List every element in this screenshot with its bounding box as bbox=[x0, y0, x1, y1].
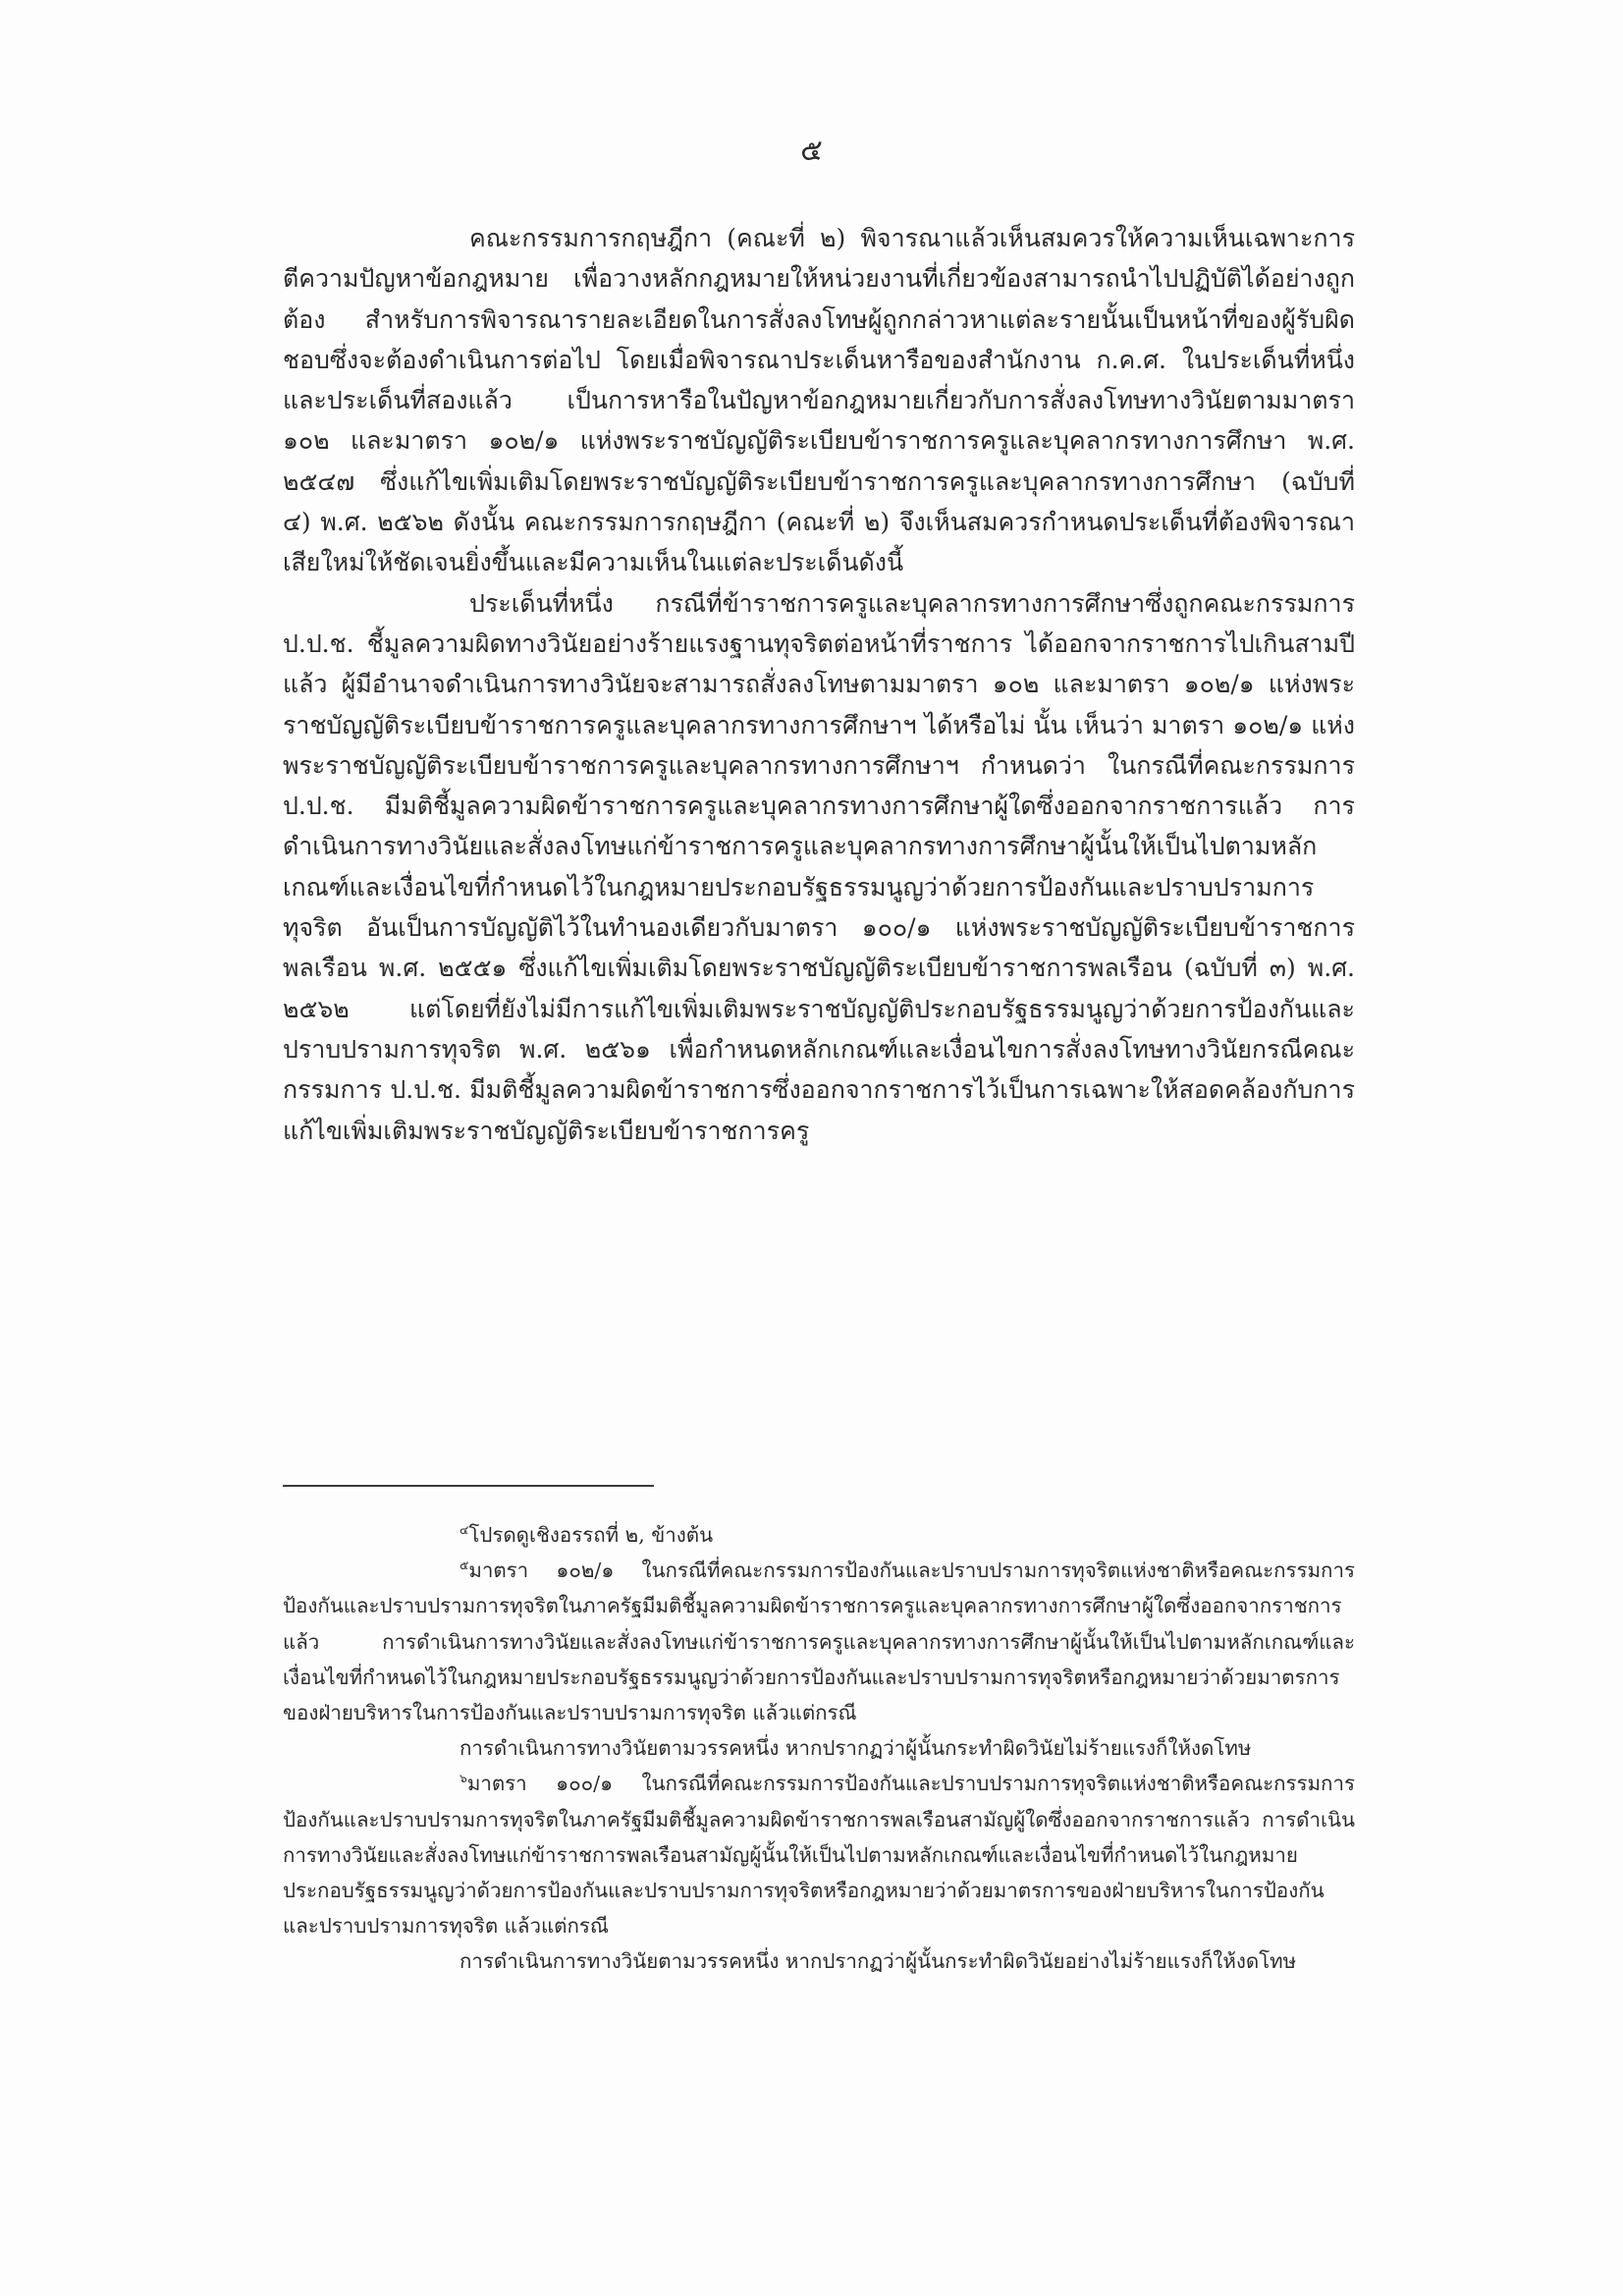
footnote-5 bbox=[283, 1553, 1355, 1730]
footnote-5-continuation: การดำเนินการทางวินัยตามวรรคหนึ่ง หากปรากฏว่าผู้นั้นกระทำผิดวินัยไม่ร้ายแรงก็ให้งดโทษ bbox=[460, 1736, 1252, 1761]
body-text bbox=[283, 218, 1355, 1151]
footnote-separator bbox=[283, 1485, 654, 1487]
paragraph-2: ประเด็นที่หนึ่ง กรณีที่ข้าราชการครูและบุคลากรทางการศึกษาซึ่งถูกคณะกรรมการ ป.ป.ช. ชี้มูลความผิดทางวินัยอย่างร้ายแรงฐานทุจริตต่อหน้าที่ราชการ ได้ออกจากราชการไปเกินสามปีแล้ว ผู้มีอำนาจดำเนินการทางวินัยจะสามารถสั่งลงโทษตามมาตรา ๑๐๒ และมาตรา ๑๐๒/๑ แห่งพระราชบัญญัติระเบียบข้าราชการครูและบุคลากรทางการศึกษาฯ ได้หรือไม่ นั้น เห็นว่า มาตรา ๑๐๒/๑ แห่งพระราชบัญญัติระเบียบข้าราชการครูและบุคลากรทางการศึกษาฯ กำหนดว่า ในกรณีที่คณะกรรมการ ป.ป.ช. มีมติชี้มูลความผิดข้าราชการครูและบุคลากรทางการศึกษาผู้ใดซึ่งออกจากราชการแล้ว การดำเนินการทางวินัยและสั่งลงโทษแก่ข้าราชการครูและบุคลากรทางการศึกษาผู้นั้นให้เป็นไปตามหลักเกณฑ์และเงื่อนไขที่กำหนดไว้ในกฎหมายประกอบรัฐธรรมนูญว่าด้วยการป้องกันและปราบปรามการทุจริต อันเป็นการบัญญัติไว้ในทำนองเดียวกับมาตรา ๑๐๐/๑ แห่งพระราชบัญญัติระเบียบข้าราชการพลเรือน พ.ศ. ๒๕๕๑ ซึ่งแก้ไขเพิ่มเติมโดยพระราชบัญญัติระเบียบข้าราชการพลเรือน (ฉบับที่ ๓) พ.ศ. ๒๕๖๒ แต่โดยที่ยังไม่มีการแก้ไขเพิ่มเติมพระราชบัญญัติประกอบรัฐธรรมนูญว่าด้วยการป้องกันและปราบปรามการทุจริต พ.ศ. ๒๕๖๑ เพื่อกำหนดหลักเกณฑ์และเงื่อนไขการสั่งลงโทษทางวินัยกรณีคณะกรรมการ ป.ป.ช. มีมติชี้มูลความผิดข้าราชการซึ่งออกจากราชการไว้เป็นการเฉพาะให้สอดคล้องกับการแก้ไขเพิ่มเติมพระราชบัญญัติระเบียบข้าราชการครู bbox=[283, 588, 1355, 1145]
footnote-mark-4: ๔ bbox=[460, 1523, 469, 1538]
footnote-mark-5: ๕ bbox=[460, 1558, 469, 1573]
paragraph-1: คณะกรรมการกฤษฎีกา (คณะที่ ๒) พิจารณาแล้วเห็นสมควรให้ความเห็นเฉพาะการตีความปัญหาข้อกฎหมาย เพื่อวางหลักกฎหมายให้หน่วยงานที่เกี่ยวข้องสามารถนำไปปฏิบัติได้อย่างถูกต้อง สำหรับการพิจารณารายละเอียดในการสั่งลงโทษผู้ถูกกล่าวหาแต่ละรายนั้นเป็นหน้าที่ของผู้รับผิดชอบซึ่งจะต้องดำเนินการต่อไป โดยเมื่อพิจารณาประเด็นหารือของสำนักงาน ก.ค.ศ. ในประเด็นที่หนึ่งและประเด็นที่สองแล้ว เป็นการหารือในปัญหาข้อกฎหมายเกี่ยวกับการสั่งลงโทษทางวินัยตามมาตรา ๑๐๒ และมาตรา ๑๐๒/๑ แห่งพระราชบัญญัติระเบียบข้าราชการครูและบุคลากรทางการศึกษา พ.ศ. ๒๕๔๗ ซึ่งแก้ไขเพิ่มเติมโดยพระราชบัญญัติระเบียบข้าราชการครูและบุคลากรทางการศึกษา (ฉบับที่ ๔) พ.ศ. ๒๕๖๒ ดังนั้น คณะกรรมการกฤษฎีกา (คณะที่ ๒) จึงเห็นสมควรกำหนดประเด็นที่ต้องพิจารณาเสียใหม่ให้ชัดเจนยิ่งขึ้นและมีความเห็นในแต่ละประเด็นดังนี้ bbox=[283, 224, 1355, 577]
footnote-4-text: โปรดดูเชิงอรรถที่ ๒, ข้างต้น bbox=[468, 1523, 714, 1547]
footnote-5-text: มาตรา ๑๐๒/๑ ในกรณีที่คณะกรรมการป้องกันและปราบปรามการทุจริตแห่งชาติหรือคณะกรรมการป้องกันและปราบปรามการทุจริตในภาครัฐมีมติชี้มูลความผิดข้าราชการครูและบุคลากรทางการศึกษาผู้ใดซึ่งออกจากราชการแล้ว การดำเนินการทางวินัยและสั่งลงโทษแก่ข้าราชการครูและบุคลากรทางการศึกษาผู้นั้นให้เป็นไปตามหลักเกณฑ์และเงื่อนไขที่กำหนดไว้ในกฎหมายประกอบรัฐธรรมนูญว่าด้วยการป้องกันและปราบปรามการทุจริตหรือกฎหมายว่าด้วยมาตรการของฝ่ายบริหารในการป้องกันและปราบปรามการทุจริต แล้วแต่กรณี bbox=[283, 1558, 1355, 1725]
footnote-4 bbox=[283, 1517, 1355, 1553]
page-number: ๕ bbox=[800, 134, 823, 168]
footnotes bbox=[283, 1517, 1355, 1980]
footnote-6 bbox=[283, 1766, 1355, 1943]
footnote-6-text: มาตรา ๑๐๐/๑ ในกรณีที่คณะกรรมการป้องกันและปราบปรามการทุจริตแห่งชาติหรือคณะกรรมการป้องกันและปราบปรามการทุจริตในภาครัฐมีมติชี้มูลความผิดข้าราชการพลเรือนสามัญผู้ใดซึ่งออกจากราชการแล้ว การดำเนินการทางวินัยและสั่งลงโทษแก่ข้าราชการพลเรือนสามัญผู้นั้นให้เป็นไปตามหลักเกณฑ์และเงื่อนไขที่กำหนดไว้ในกฎหมายประกอบรัฐธรรมนูญว่าด้วยการป้องกันและปราบปรามการทุจริตหรือกฎหมายว่าด้วยมาตรการของฝ่ายบริหารในการป้องกันและปราบปรามการทุจริต แล้วแต่กรณี bbox=[283, 1772, 1355, 1939]
footnote-6-continuation: การดำเนินการทางวินัยตามวรรคหนึ่ง หากปรากฏว่าผู้นั้นกระทำผิดวินัยอย่างไม่ร้ายแรงก็ให้งดโทษ bbox=[460, 1949, 1297, 1974]
footnote-mark-6: ๖ bbox=[460, 1772, 467, 1786]
